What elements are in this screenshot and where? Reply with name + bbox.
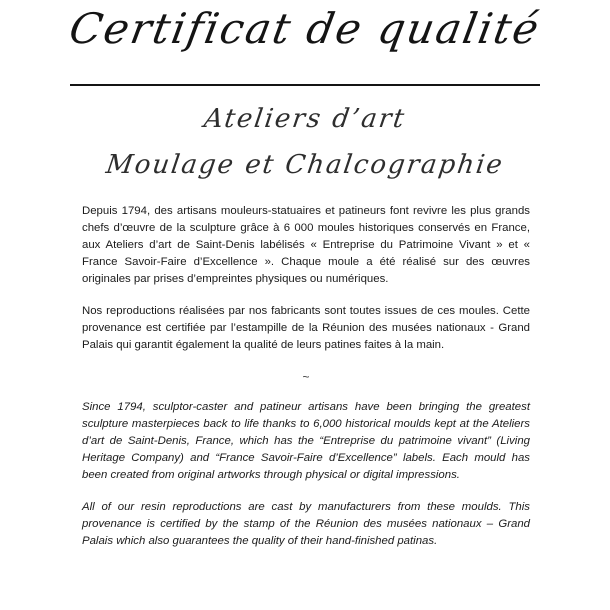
paragraph-en-1: Since 1794, sculptor-caster and patineur artisans have been bringing the greatest sculpture masterpieces back to life thanks to 6,000 historical moulds kept at the Ateliers d’art de Saint-Denis, France, which has the “Entreprise du patrimoine vivant” (Living Heritage Company) and “France Savoir-Faire d’Excellence” labels. Each mould has been created from original artworks through physical or digital impressions. <box>82 401 530 481</box>
page-title: Certificat de qualité <box>65 4 545 53</box>
paragraph-fr-1: Depuis 1794, des artisans mouleurs-statuaires et patineurs font revivre les plus grands chefs d’œuvre de la sculpture grâce à 6 000 moules historiques conservés en France, aux Ateliers d’art de Saint-Denis labélisés « Entreprise du Patrimoine Vivant » et « France Savoir-Faire d’Excellence ». Chaque moule a été réalisé sur des œuvres originales par prises d’empreintes physiques ou numériques. <box>82 205 530 285</box>
subtitle-moulage: Moulage et Chalcographie <box>104 150 506 180</box>
paragraph-en-2: All of our resin reproductions are cast by manufacturers from these moulds. This provenance is certified by the stamp of the Réunion des musées nationaux – Grand Palais which also guarantees the quality of their hand-finished patinas. <box>82 501 530 547</box>
paragraph-fr-2: Nos reproductions réalisées par nos fabricants sont toutes issues de ces moules. Cette provenance est certifiée par l’estampille de la Réunion des musées nationaux - Grand Palais qui garantit également la qualité de leurs patines faites à la main. <box>82 305 530 351</box>
subtitle-ateliers: Ateliers d’art <box>202 104 408 134</box>
tilde-separator: ~ <box>302 370 310 384</box>
body-text <box>82 203 530 565</box>
title-divider <box>70 84 540 86</box>
logo-footer <box>0 518 610 610</box>
